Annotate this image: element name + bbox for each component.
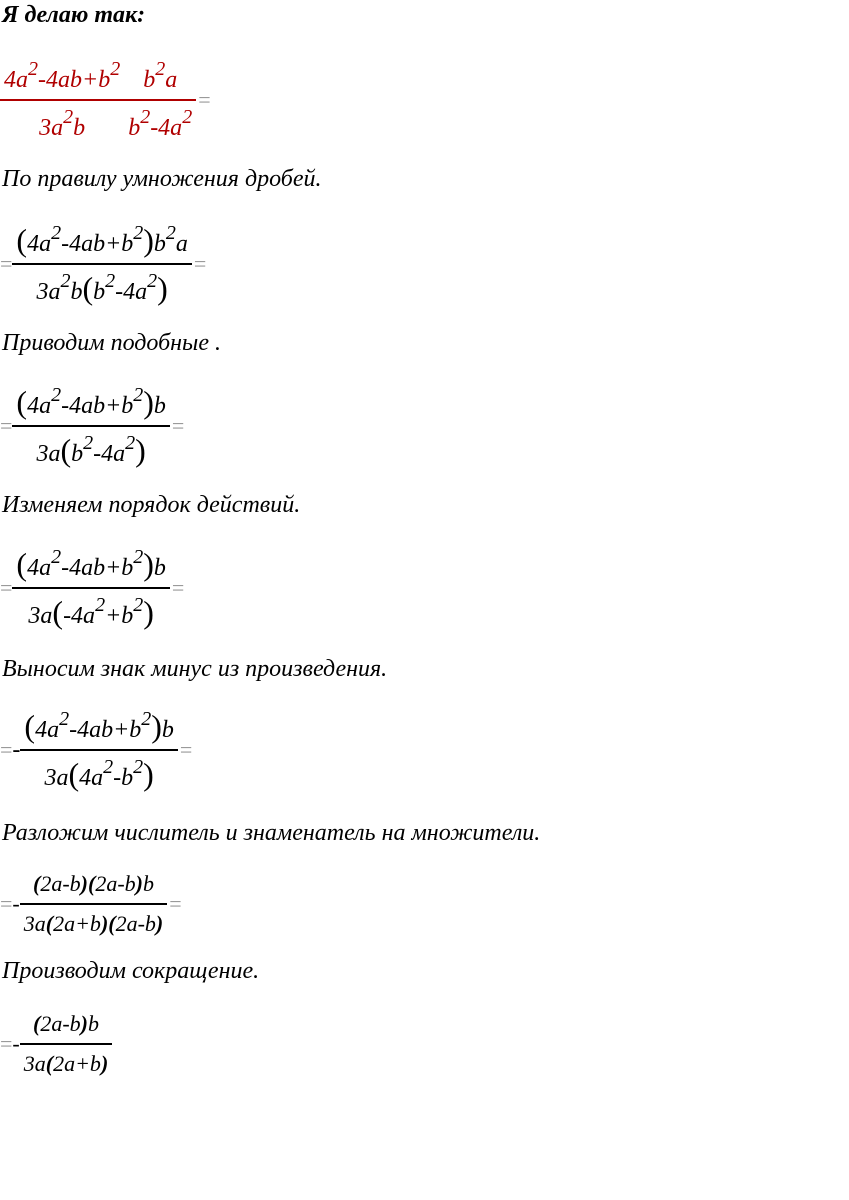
equation-5	[0, 708, 196, 792]
fraction-4: $\frac{(4a^2-4ab+b^2)b}{3a(-4a^2+b^2)}$	[12, 541, 170, 635]
step-1-text: По правилу умножения дробей.	[2, 166, 322, 192]
equals-sign: =	[0, 1031, 13, 1056]
fraction-7: $\frac{(2a-b)b}{3a(2a+b)}$	[20, 1005, 113, 1083]
equation-7	[0, 1002, 112, 1086]
equation-1	[0, 58, 215, 142]
equals-sign: =	[171, 575, 185, 600]
equals-sign: =	[0, 413, 13, 438]
fraction-1b: $\frac{b^2a}{b^2-4a^2}$	[124, 53, 196, 147]
equals-sign: =	[0, 251, 13, 276]
step-4-text: Выносим знак минус из произведения.	[2, 656, 388, 682]
equation-6	[0, 862, 186, 946]
step-5-text: Разложим числитель и знаменатель на множители.	[2, 820, 541, 846]
equals-sign: =	[171, 413, 185, 438]
step-6-text: Производим сокращение.	[2, 958, 260, 984]
equation-3	[0, 384, 188, 468]
fraction-5: $\frac{(4a^2-4ab+b^2)b}{3a(4a^2-b^2)}$	[20, 703, 178, 797]
equation-4	[0, 546, 188, 630]
step-2-text: Приводим подобные .	[2, 330, 221, 356]
fraction-2: $\frac{(4a^2-4ab+b^2)b^2a}{3a^2b(b^2-4a^2)}$	[12, 217, 192, 311]
equals-sign: =	[193, 251, 207, 276]
equals-sign: =	[0, 575, 13, 600]
equals-sign: =	[179, 737, 193, 762]
minus-sign: -	[12, 736, 21, 763]
minus-sign: -	[12, 1031, 20, 1056]
step-3-text: Изменяем порядок действий.	[2, 492, 301, 518]
equals-sign: =	[0, 891, 13, 916]
minus-sign: -	[12, 891, 20, 916]
fraction-3: $\frac{(4a^2-4ab+b^2)b}{3a(b^2-4a^2)}$	[12, 379, 170, 473]
intro-heading: Я делаю так:	[2, 2, 146, 28]
fraction-1a: $\frac{4a^2-4ab+b^2}{3a^2b}$	[0, 53, 124, 147]
equals-sign: =	[0, 737, 13, 762]
fraction-6: $\frac{(2a-b)(2a-b)b}{3a(2a+b)(2a-b)}$	[20, 865, 168, 943]
equals-sign: =	[198, 87, 211, 112]
equals-sign: =	[169, 891, 182, 916]
equation-2	[0, 222, 210, 306]
